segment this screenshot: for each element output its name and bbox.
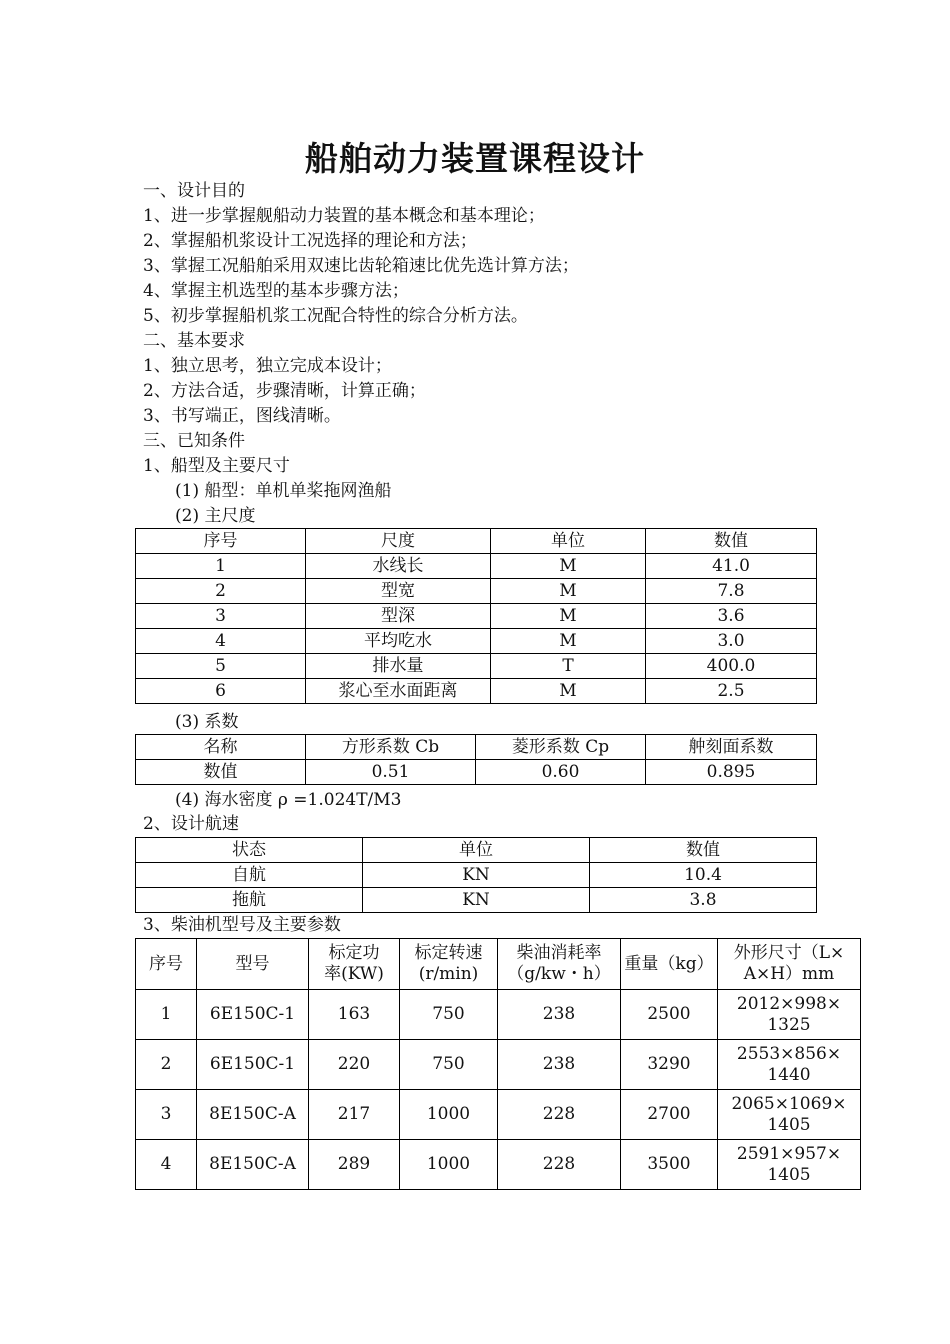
seawater-density-text: (4) 海水密度 ρ =1.024T/M3: [175, 790, 402, 810]
header-cell: 标定功 率(KW): [309, 939, 400, 990]
purpose-item: 4、掌握主机选型的基本步骤方法；: [143, 281, 409, 301]
table-cell: M: [491, 679, 646, 704]
table-row: [136, 579, 817, 604]
table-cell: 41.0: [646, 554, 817, 579]
table-cell: M: [491, 629, 646, 654]
ship-type-text: (1) 船型：单机单桨拖网渔船: [175, 481, 392, 501]
table-header-row: [136, 939, 861, 990]
table-cell: 750: [400, 990, 498, 1040]
header-cell: 单位: [363, 838, 590, 863]
section-heading-conditions: 三、已知条件: [143, 431, 245, 451]
header-cell: 柴油消耗率 （g/kw・h）: [498, 939, 621, 990]
header-cell: 序号: [136, 529, 306, 554]
table-cell: 3.0: [646, 629, 817, 654]
table-cell: KN: [363, 888, 590, 913]
purpose-item: 1、进一步掌握舰船动力装置的基本概念和基本理论；: [143, 206, 545, 226]
table-row: [136, 888, 817, 913]
subsection-ship-dimensions: 1、船型及主要尺寸: [143, 456, 290, 476]
section-heading-requirements: 二、基本要求: [143, 331, 245, 351]
table-cell: M: [491, 579, 646, 604]
requirement-item: 2、方法合适，步骤清晰，计算正确；: [143, 381, 426, 401]
table-row: [136, 1090, 861, 1140]
table-cell: 3.8: [590, 888, 817, 913]
table-cell: 型宽: [306, 579, 491, 604]
header-cell: 数值: [590, 838, 817, 863]
table-row: [136, 604, 817, 629]
header-cell: 重量（kg）: [621, 939, 718, 990]
table-cell: 6E150C-1: [197, 1040, 309, 1090]
header-cell: 方形系数 Cb: [306, 735, 476, 760]
header-cell: 状态: [136, 838, 363, 863]
table-cell: 1: [136, 554, 306, 579]
table-cell: 2591×957× 1405: [718, 1140, 861, 1190]
table-cell: 2553×856× 1440: [718, 1040, 861, 1090]
header-cell: 舯刻面系数: [646, 735, 817, 760]
header-cell: 菱形系数 Cp: [476, 735, 646, 760]
table-cell: 238: [498, 1040, 621, 1090]
table-cell: 3290: [621, 1040, 718, 1090]
table-cell: 163: [309, 990, 400, 1040]
diesel-engine-table: [135, 938, 861, 1190]
table-cell: 6E150C-1: [197, 990, 309, 1040]
table-row: [136, 654, 817, 679]
table-row: [136, 629, 817, 654]
table-cell: 220: [309, 1040, 400, 1090]
main-dimensions-label: (2) 主尺度: [175, 506, 256, 526]
table-cell: 238: [498, 990, 621, 1040]
table-cell: 4: [136, 629, 306, 654]
header-cell: 外形尺寸（L× A×H）mm: [718, 939, 861, 990]
table-cell: 3: [136, 604, 306, 629]
coefficients-label: (3) 系数: [175, 712, 239, 732]
header-cell: 单位: [491, 529, 646, 554]
table-cell: 5: [136, 654, 306, 679]
header-cell: 数值: [646, 529, 817, 554]
table-cell: 217: [309, 1090, 400, 1140]
table-cell: 8E150C-A: [197, 1140, 309, 1190]
table-cell: 2: [136, 579, 306, 604]
table-cell: 0.895: [646, 760, 817, 785]
table-cell: 7.8: [646, 579, 817, 604]
header-cell: 标定转速 (r/min): [400, 939, 498, 990]
main-dimensions-table: [135, 528, 817, 704]
table-cell: 10.4: [590, 863, 817, 888]
table-cell: 2012×998× 1325: [718, 990, 861, 1040]
header-cell: 尺度: [306, 529, 491, 554]
table-cell: 0.60: [476, 760, 646, 785]
purpose-item: 3、掌握工况船舶采用双速比齿轮箱速比优先选计算方法；: [143, 256, 579, 276]
table-header-row: [136, 735, 817, 760]
table-cell: 3500: [621, 1140, 718, 1190]
table-cell: 排水量: [306, 654, 491, 679]
design-speed-table: [135, 837, 817, 913]
table-cell: 数值: [136, 760, 306, 785]
coefficients-table: [135, 734, 817, 785]
table-cell: 228: [498, 1140, 621, 1190]
table-cell: 1: [136, 990, 197, 1040]
table-cell: 400.0: [646, 654, 817, 679]
table-cell: 水线长: [306, 554, 491, 579]
table-row: [136, 554, 817, 579]
table-row: [136, 1140, 861, 1190]
table-cell: 4: [136, 1140, 197, 1190]
table-cell: 3: [136, 1090, 197, 1140]
table-header-row: [136, 529, 817, 554]
table-cell: 1000: [400, 1090, 498, 1140]
table-header-row: [136, 838, 817, 863]
table-cell: 8E150C-A: [197, 1090, 309, 1140]
table-cell: 平均吃水: [306, 629, 491, 654]
table-cell: 3.6: [646, 604, 817, 629]
table-cell: 浆心至水面距离: [306, 679, 491, 704]
table-cell: 750: [400, 1040, 498, 1090]
table-cell: 2700: [621, 1090, 718, 1140]
table-cell: 自航: [136, 863, 363, 888]
table-row: [136, 990, 861, 1040]
table-row: [136, 679, 817, 704]
table-cell: 拖航: [136, 888, 363, 913]
subsection-design-speed: 2、设计航速: [143, 814, 239, 834]
header-cell: 名称: [136, 735, 306, 760]
table-cell: 2.5: [646, 679, 817, 704]
requirement-item: 1、独立思考，独立完成本设计；: [143, 356, 392, 376]
table-cell: KN: [363, 863, 590, 888]
document-title: 船舶动力装置课程设计: [305, 139, 645, 178]
table-cell: 2: [136, 1040, 197, 1090]
table-cell: 型深: [306, 604, 491, 629]
table-row: [136, 1040, 861, 1090]
purpose-item: 5、初步掌握船机浆工况配合特性的综合分析方法。: [143, 306, 528, 326]
table-cell: 2065×1069× 1405: [718, 1090, 861, 1140]
requirement-item: 3、书写端正，图线清晰。: [143, 406, 341, 426]
table-cell: 0.51: [306, 760, 476, 785]
header-cell: 序号: [136, 939, 197, 990]
subsection-diesel-engines: 3、柴油机型号及主要参数: [143, 915, 341, 935]
table-cell: 228: [498, 1090, 621, 1140]
purpose-item: 2、掌握船机浆设计工况选择的理论和方法；: [143, 231, 477, 251]
table-cell: 289: [309, 1140, 400, 1190]
table-row: [136, 863, 817, 888]
table-cell: M: [491, 604, 646, 629]
table-cell: T: [491, 654, 646, 679]
table-cell: 1000: [400, 1140, 498, 1190]
table-cell: 2500: [621, 990, 718, 1040]
header-cell: 型号: [197, 939, 309, 990]
section-heading-purpose: 一、设计目的: [143, 181, 245, 201]
table-cell: M: [491, 554, 646, 579]
table-row: [136, 760, 817, 785]
table-cell: 6: [136, 679, 306, 704]
